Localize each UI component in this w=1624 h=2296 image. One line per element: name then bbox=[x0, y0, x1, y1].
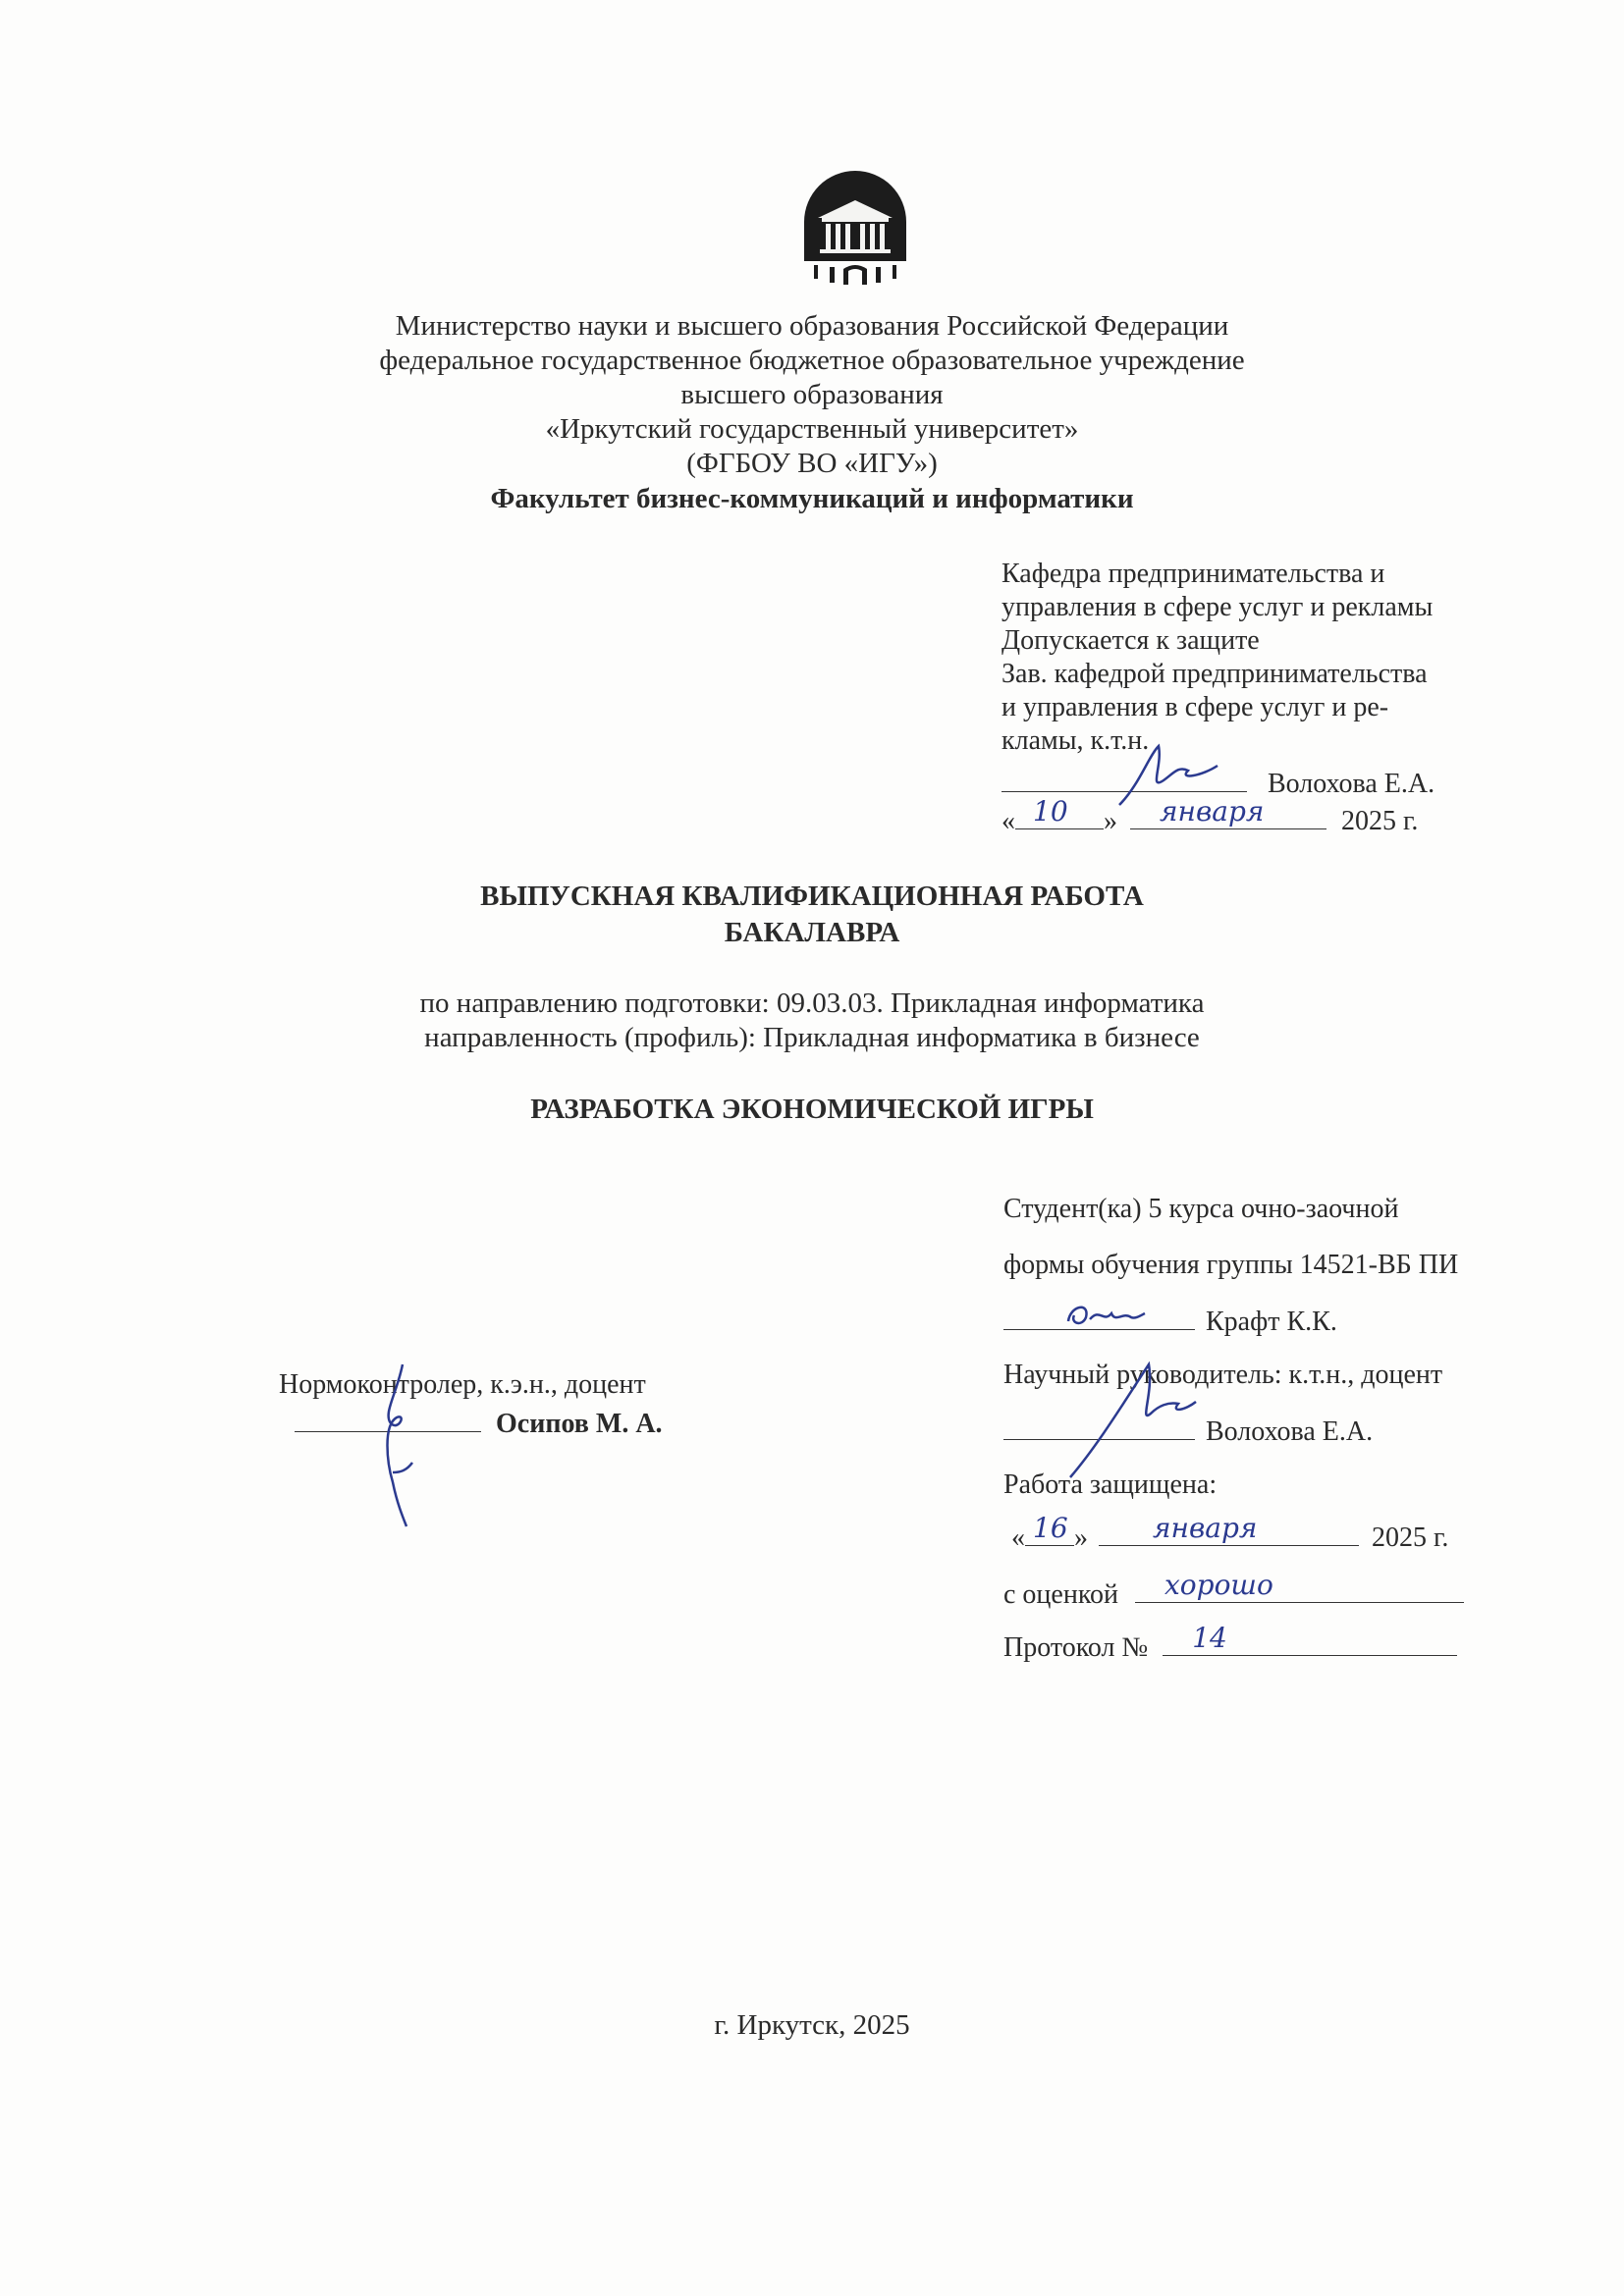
grade-label: с оценкой bbox=[1003, 1579, 1118, 1610]
approval-month-field bbox=[1130, 795, 1326, 829]
normcontrol-signature-icon bbox=[363, 1355, 432, 1531]
institution-level-line: высшего образования bbox=[680, 379, 944, 410]
student-signature-icon bbox=[1060, 1294, 1149, 1333]
defense-month-field bbox=[1099, 1512, 1359, 1546]
protocol-label: Протокол № bbox=[1003, 1632, 1149, 1663]
normcontrol-label: Нормоконтролер, к.э.н., доцент bbox=[279, 1369, 646, 1400]
defense-date-row: « 16 » января 2025 г. bbox=[1011, 1512, 1449, 1553]
city-and-year: г. Иркутск, 2025 bbox=[714, 2009, 910, 2041]
study-profile: направленность (профиль): Прикладная информатика в бизнесе bbox=[424, 1022, 1200, 1053]
department-line-1: Кафедра предпринимательства и bbox=[1001, 559, 1385, 589]
faculty-name: Факультет бизнес-коммуникаций и информатики bbox=[490, 483, 1134, 514]
grade-handwritten: хорошо bbox=[1164, 1569, 1273, 1601]
supervisor-name: Волохова Е.А. bbox=[1206, 1416, 1374, 1447]
defense-year: 2025 г. bbox=[1372, 1522, 1449, 1553]
department-head-line-1: Зав. кафедрой предпринимательства bbox=[1001, 659, 1428, 689]
university-abbreviation: (ФГБОУ ВО «ИГУ») bbox=[686, 448, 938, 479]
approval-year: 2025 г. bbox=[1341, 806, 1419, 836]
grade-field bbox=[1135, 1569, 1464, 1603]
protocol-field bbox=[1163, 1622, 1457, 1656]
protocol-row bbox=[1003, 1622, 1457, 1665]
supervisor-signature-icon bbox=[1060, 1355, 1198, 1482]
ministry-line: Министерство науки и высшего образования Российской Федерации bbox=[395, 310, 1229, 342]
student-name: Крафт К.К. bbox=[1206, 1307, 1337, 1337]
defense-day-handwritten: 16 bbox=[1033, 1512, 1068, 1544]
supervisor-label: Научный руководитель: к.т.н., доцент bbox=[1003, 1360, 1443, 1390]
normcontrol-name: Осипов М. А. bbox=[496, 1409, 663, 1439]
student-signature-row bbox=[1003, 1304, 1337, 1339]
department-head-line-3: кламы, к.т.н. bbox=[1001, 725, 1150, 756]
thesis-topic: РАЗРАБОТКА ЭКОНОМИЧЕСКОЙ ИГРЫ bbox=[530, 1094, 1094, 1125]
work-type-line-1: ВЫПУСКНАЯ КВАЛИФИКАЦИОННАЯ РАБОТА bbox=[480, 881, 1144, 912]
student-group-line: формы обучения группы 14521-ВБ ПИ bbox=[1003, 1250, 1459, 1280]
study-direction: по направлению подготовки: 09.03.03. Прикладная информатика bbox=[419, 988, 1205, 1019]
department-head-line-2: и управления в сфере услуг и ре- bbox=[1001, 692, 1389, 722]
student-course-line: Студент(ка) 5 курса очно-заочной bbox=[1003, 1194, 1399, 1224]
admitted-to-defense: Допускается к защите bbox=[1001, 625, 1260, 656]
defense-day-field bbox=[1025, 1512, 1074, 1546]
approval-day-field bbox=[1015, 795, 1104, 829]
university-name-line: «Иркутский государственный университет» bbox=[545, 413, 1079, 445]
defense-month-handwritten: января bbox=[1153, 1512, 1258, 1544]
university-logo-icon bbox=[800, 165, 910, 285]
approval-month-handwritten: января bbox=[1160, 795, 1265, 828]
approval-date-row: « 10 » января 2025 г. bbox=[1001, 795, 1419, 836]
institution-type-line: федеральное государственное бюджетное образовательное учреждение bbox=[379, 345, 1245, 376]
work-type-line-2: БАКАЛАВРА bbox=[724, 917, 900, 948]
defense-label: Работа защищена: bbox=[1003, 1469, 1218, 1500]
department-line-2: управления в сфере услуг и рекламы bbox=[1001, 592, 1434, 622]
grade-row bbox=[1003, 1569, 1464, 1612]
protocol-handwritten: 14 bbox=[1192, 1622, 1227, 1654]
department-head-name: Волохова Е.А. bbox=[1268, 769, 1435, 799]
normcontrol-signature-row bbox=[295, 1406, 663, 1441]
approval-day-handwritten: 10 bbox=[1033, 795, 1068, 828]
